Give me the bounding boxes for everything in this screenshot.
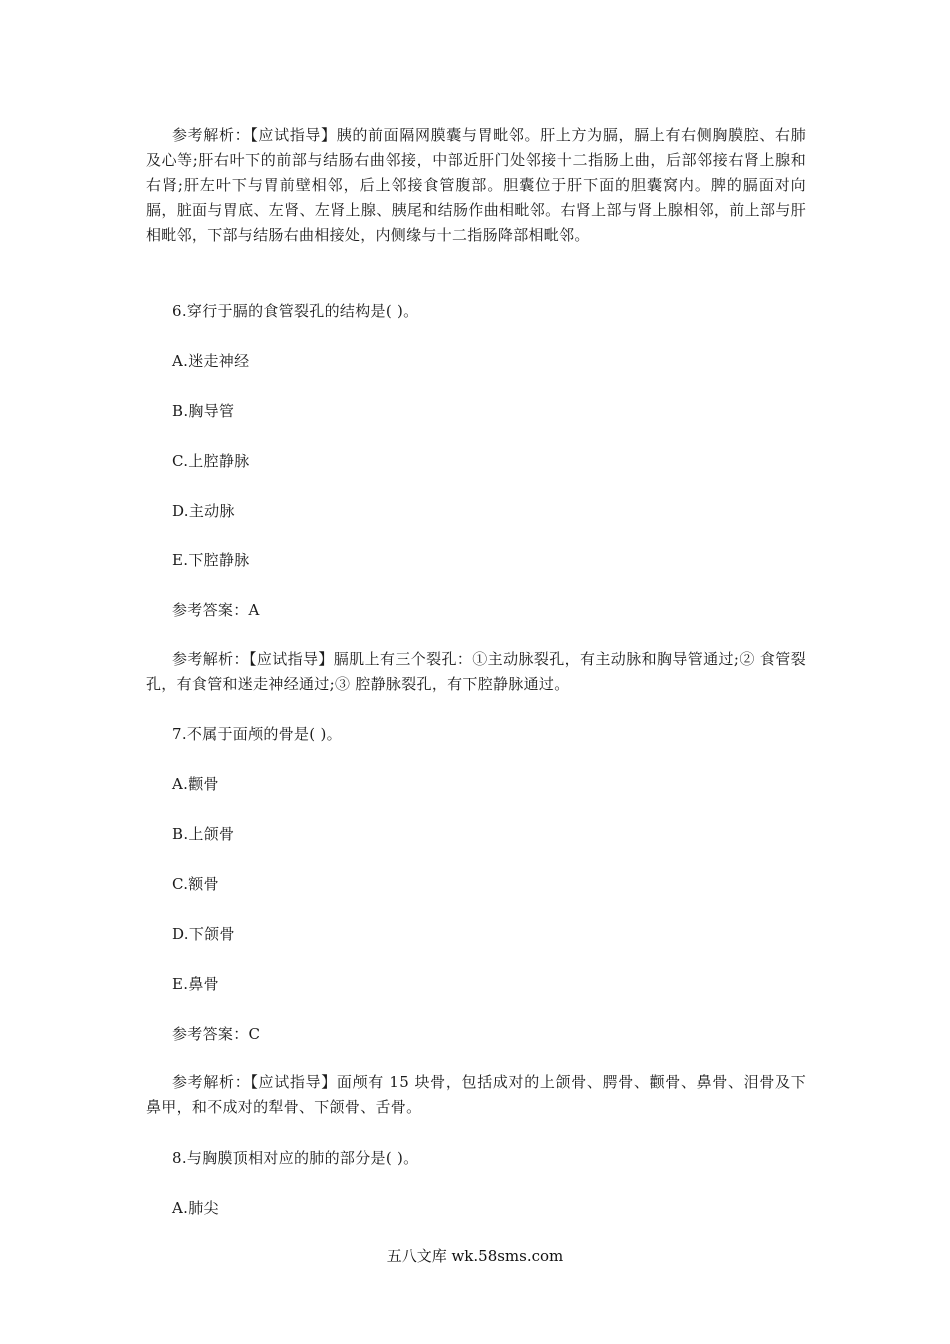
option-6e: E.下腔静脉 [172, 551, 250, 569]
answer-7: 参考答案：C [172, 1025, 261, 1043]
option-7d: D.下颌骨 [172, 925, 235, 943]
option-8a: A.肺尖 [172, 1199, 219, 1217]
question-6: 6.穿行于膈的食管裂孔的结构是( )。 [172, 302, 419, 320]
option-6c: C.上腔静脉 [172, 452, 250, 470]
option-6a: A.迷走神经 [172, 352, 250, 370]
explanation-q6: 参考解析：【应试指导】膈肌上有三个裂孔：①主动脉裂孔，有主动脉和胸导管通过;② 食管裂孔，有食管和迷走神经通过;③ 腔静脉裂孔，有下腔静脉通过。 [146, 650, 806, 693]
option-6b: B.胸导管 [172, 402, 235, 420]
option-7a: A.颧骨 [172, 775, 219, 793]
option-7c: C.额骨 [172, 875, 219, 893]
footer-watermark: 五八文库 wk.58sms.com [386, 1247, 564, 1265]
option-7e: E.鼻骨 [172, 975, 219, 993]
question-7: 7.不属于面颅的骨是( )。 [172, 725, 342, 743]
explanation-q5: 参考解析：【应试指导】胰的前面隔网膜囊与胃毗邻。肝上方为膈，膈上有右侧胸膜腔、右肺及心等;肝右叶下的前部与结肠右曲邻接，中部近肝门处邻接十二指肠上曲，后部邻接右肾上腺和右肾;肝左叶下与胃前壁相邻，后上邻接食管腹部。胆囊位于肝下面的胆囊窝内。脾的膈面对向膈，脏面与胃底、左肾、左肾上腺、胰尾和结肠作曲相毗邻。右肾上部与肾上腺相邻，前上部与肝相毗邻，下部与结肠右曲相接处，内侧缘与十二指肠降部相毗邻。 [146, 126, 806, 244]
answer-6: 参考答案：A [172, 601, 260, 619]
option-6d: D.主动脉 [172, 502, 235, 520]
explanation-q7: 参考解析：【应试指导】面颅有 15 块骨，包括成对的上颌骨、腭骨、颧骨、鼻骨、泪骨及下鼻甲，和不成对的犁骨、下颌骨、舌骨。 [146, 1073, 806, 1116]
option-7b: B.上颌骨 [172, 825, 235, 843]
question-8: 8.与胸膜顶相对应的肺的部分是( )。 [172, 1149, 419, 1167]
